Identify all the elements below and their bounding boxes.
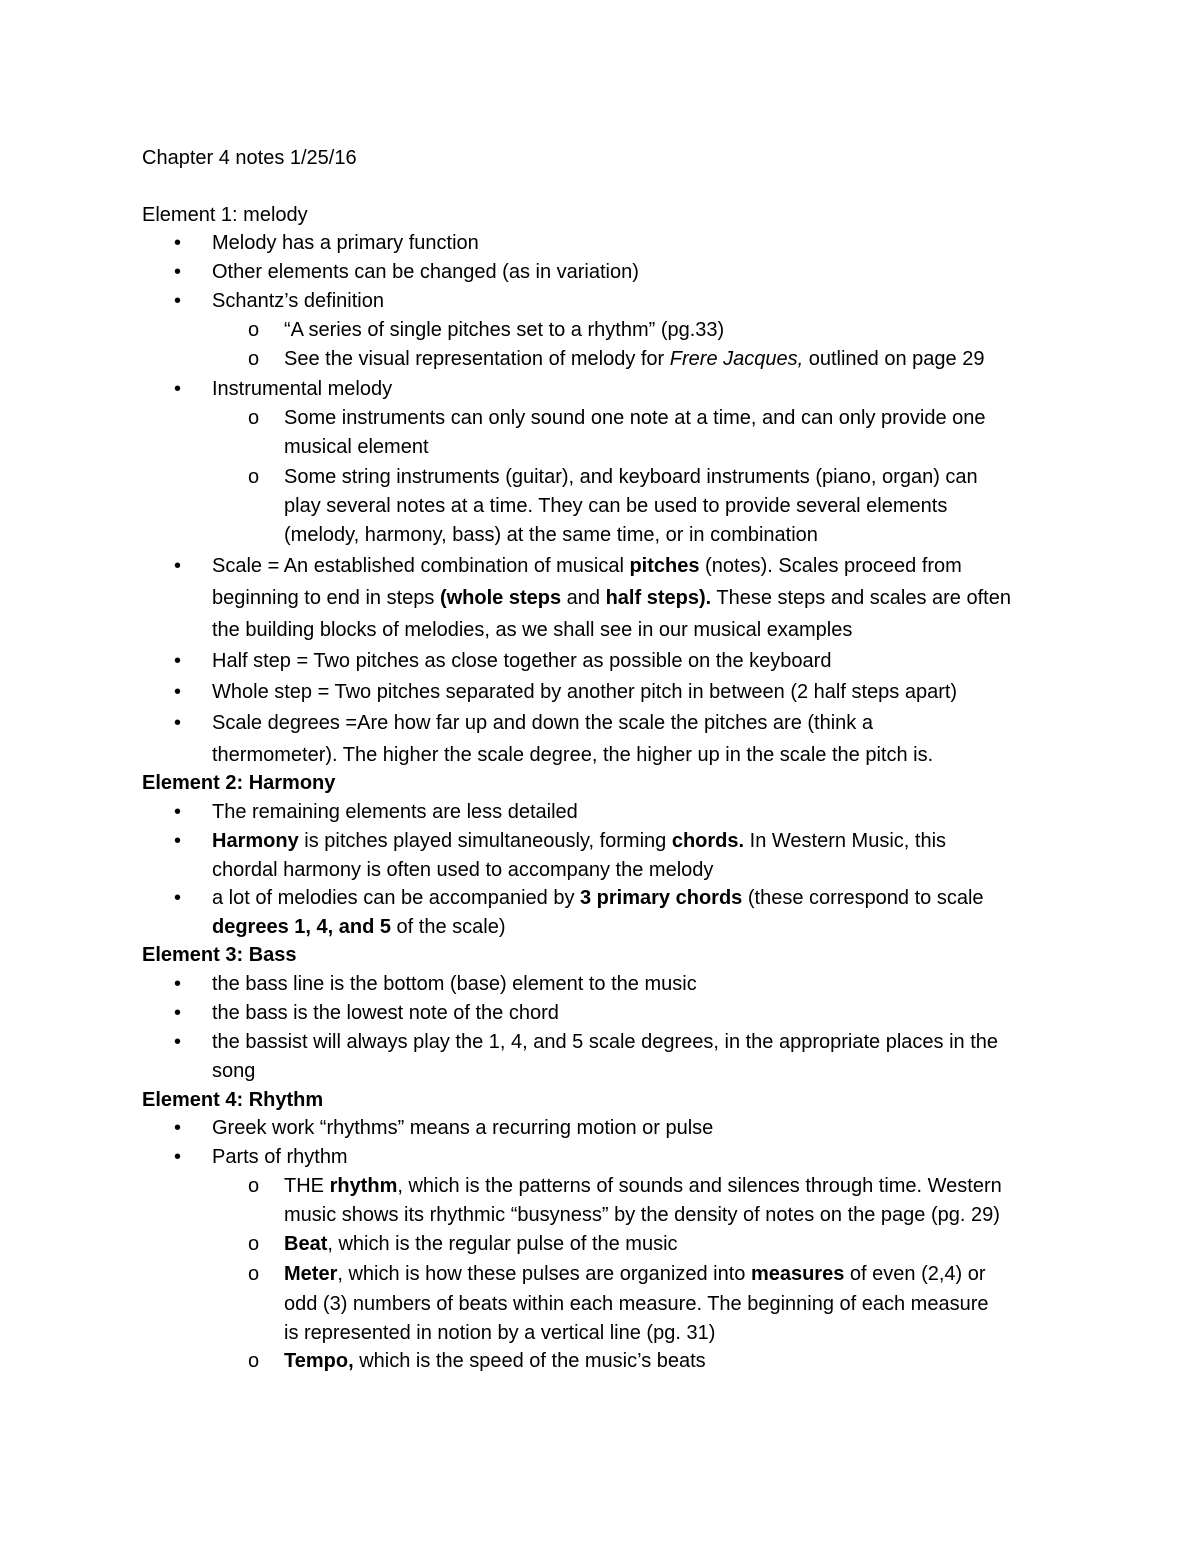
sub-bullet-mark: o — [248, 466, 260, 488]
sub-bullet-mark: o — [248, 1350, 260, 1372]
sub-list-item: Some instruments can only sound one note at a time, and can only provide one — [284, 407, 986, 429]
list-item: The remaining elements are less detailed — [212, 801, 578, 823]
bullet-mark: • — [174, 712, 182, 734]
sub-list-item: “A series of single pitches set to a rhythm” (pg.33) — [284, 319, 725, 341]
list-item: Parts of rhythm — [212, 1146, 348, 1168]
list-item: Greek work “rhythms” means a recurring motion or pulse — [212, 1117, 714, 1139]
list-item-continuation: beginning to end in steps (whole steps and half steps). These steps and scales are often — [212, 587, 1011, 609]
section-heading-harmony: Element 2: Harmony — [142, 772, 336, 794]
page-title: Chapter 4 notes 1/25/16 — [142, 147, 357, 169]
bullet-mark: • — [174, 887, 182, 909]
bullet-mark: • — [174, 1117, 182, 1139]
sub-bullet-mark: o — [248, 348, 260, 370]
list-item: Other elements can be changed (as in variation) — [212, 261, 639, 283]
section-heading-bass: Element 3: Bass — [142, 944, 297, 966]
sub-bullet-mark: o — [248, 1263, 260, 1285]
list-item-continuation: chordal harmony is often used to accompany the melody — [212, 859, 714, 881]
list-item: the bass line is the bottom (base) element to the music — [212, 973, 697, 995]
bullet-mark: • — [174, 830, 182, 852]
list-item: Melody has a primary function — [212, 232, 479, 254]
sub-list-item-continuation: musical element — [284, 436, 429, 458]
bullet-mark: • — [174, 1146, 182, 1168]
sub-list-item: THE rhythm, which is the patterns of sounds and silences through time. Western — [284, 1175, 1002, 1197]
sub-list-item: Meter, which is how these pulses are organized into measures of even (2,4) or — [284, 1263, 986, 1285]
bullet-mark: • — [174, 973, 182, 995]
bullet-mark: • — [174, 378, 182, 400]
list-item: Instrumental melody — [212, 378, 393, 400]
bullet-mark: • — [174, 261, 182, 283]
sub-list-item-continuation: play several notes at a time. They can be used to provide several elements — [284, 495, 948, 517]
bullet-mark: • — [174, 681, 182, 703]
sub-bullet-mark: o — [248, 1233, 260, 1255]
list-item: Half step = Two pitches as close together as possible on the keyboard — [212, 650, 832, 672]
list-item-continuation: thermometer). The higher the scale degree, the higher up in the scale the pitch is. — [212, 744, 934, 766]
list-item: the bass is the lowest note of the chord — [212, 1002, 559, 1024]
sub-list-item-continuation: music shows its rhythmic “busyness” by the density of notes on the page (pg. 29) — [284, 1204, 1000, 1226]
sub-list-item: Some string instruments (guitar), and keyboard instruments (piano, organ) can — [284, 466, 978, 488]
bullet-mark: • — [174, 555, 182, 577]
list-item: Harmony is pitches played simultaneously, forming chords. In Western Music, this — [212, 830, 947, 852]
sub-list-item-continuation: odd (3) numbers of beats within each measure. The beginning of each measure — [284, 1293, 989, 1315]
bullet-mark: • — [174, 801, 182, 823]
bullet-mark: • — [174, 1002, 182, 1024]
sub-bullet-mark: o — [248, 407, 260, 429]
sub-list-item: See the visual representation of melody for Frere Jacques, outlined on page 29 — [284, 348, 985, 370]
list-item: the bassist will always play the 1, 4, and 5 scale degrees, in the appropriate places in the — [212, 1031, 999, 1053]
section-heading-rhythm: Element 4: Rhythm — [142, 1089, 324, 1111]
sub-list-item-continuation: (melody, harmony, bass) at the same time, or in combination — [284, 524, 818, 546]
sub-list-item-continuation: is represented in notion by a vertical line (pg. 31) — [284, 1322, 716, 1344]
list-item: Scale degrees =Are how far up and down the scale the pitches are (think a — [212, 712, 873, 734]
bullet-mark: • — [174, 290, 182, 312]
bullet-mark: • — [174, 232, 182, 254]
list-item: Scale = An established combination of musical pitches (notes). Scales proceed from — [212, 555, 962, 577]
list-item-continuation: song — [212, 1060, 256, 1082]
section-heading-melody: Element 1: melody — [142, 204, 308, 226]
list-item: a lot of melodies can be accompanied by 3 primary chords (these correspond to scale — [212, 887, 984, 909]
bullet-mark: • — [174, 1031, 182, 1053]
sub-list-item: Tempo, which is the speed of the music’s beats — [284, 1350, 706, 1372]
bullet-mark: • — [174, 650, 182, 672]
sub-bullet-mark: o — [248, 319, 260, 341]
list-item: Whole step = Two pitches separated by another pitch in between (2 half steps apart) — [212, 681, 958, 703]
list-item: Schantz’s definition — [212, 290, 384, 312]
sub-bullet-mark: o — [248, 1175, 260, 1197]
list-item-continuation: the building blocks of melodies, as we shall see in our musical examples — [212, 619, 853, 641]
sub-list-item: Beat, which is the regular pulse of the music — [284, 1233, 678, 1255]
list-item-continuation: degrees 1, 4, and 5 of the scale) — [212, 916, 506, 938]
